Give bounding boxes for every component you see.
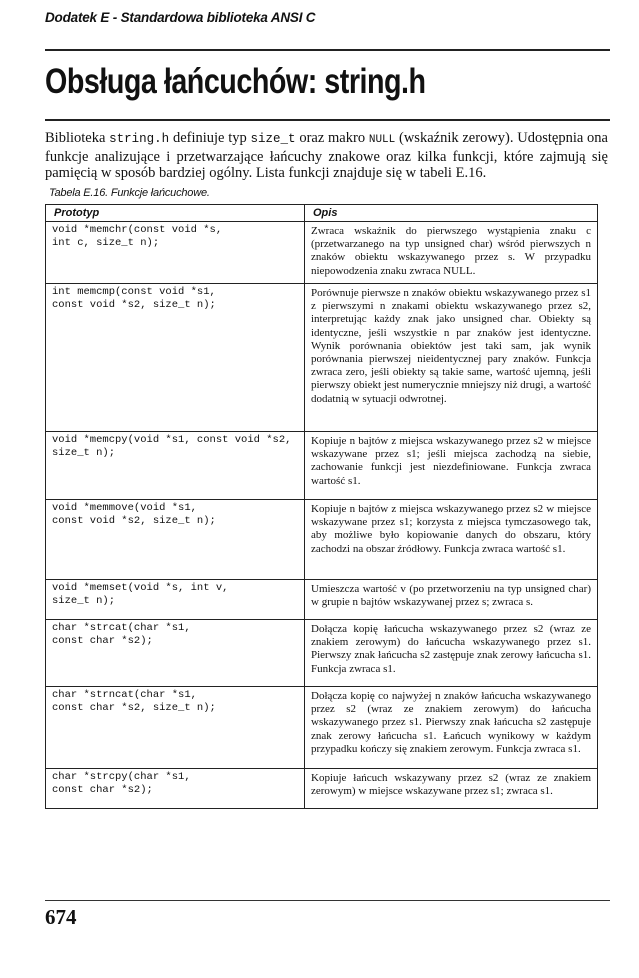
prototype-cell: void *memmove(void *s1, const void *s2, size_t n); <box>46 500 305 580</box>
description-cell: Kopiuje n bajtów z miejsca wskazywanego przez s2 w miejsce wskazywane przez s1; korzysta z miejsca tymczasowego tak, aby możliwe było kopiowanie danych do obszaru, który zachodzi na obszar źródłowy. Funkcja zwraca wartość s1. <box>305 500 598 580</box>
header-prototype: Prototyp <box>46 205 305 222</box>
prototype-cell: char *strncat(char *s1, const char *s2, size_t n); <box>46 687 305 769</box>
description-cell: Dołącza kopię łańcucha wskazywanego przez s2 (wraz ze znakiem zerowym) do łańcucha wskazywanego przez s1. Pierwszy znak łańcucha s2 zastępuje znak zerowy łańcucha s1. Funkcja zwraca s1. <box>305 620 598 687</box>
prototype-cell: void *memcpy(void *s1, const void *s2, size_t n); <box>46 432 305 500</box>
table-row <box>46 500 598 580</box>
intro-code-null: NULL <box>368 134 396 146</box>
description-cell: Kopiuje n bajtów z miejsca wskazywanego przez s2 w miejsce wskazywane przez s1; jeśli miejsca zachodzą na siebie, zachowanie funkcji jest niezdefiniowane. Funkcja zwraca wartość s1. <box>305 432 598 500</box>
page-number: 674 <box>45 905 77 929</box>
prototype-cell: void *memset(void *s, int v, size_t n); <box>46 580 305 620</box>
intro-text-1: Biblioteka <box>45 130 110 146</box>
prototype-cell: int memcmp(const void *s1, const void *s2, size_t n); <box>46 284 305 432</box>
intro-text-3: oraz makro <box>295 130 369 146</box>
table-row <box>46 769 598 809</box>
table-header-row <box>46 205 598 222</box>
description-cell: Dołącza kopię co najwyżej n znaków łańcucha wskazywanego przez s2 (wraz ze znakiem zerowym) do łańcucha wskazywanego przez s1. Pierwszy znak łańcucha s2 zastępuje znak zerowy łańcucha s1. Łańcuch wynikowy w każdym przypadku kończy się znakiem zerowym. Funkcja zwraca s1. <box>305 687 598 769</box>
description-cell: Zwraca wskaźnik do pierwszego wystąpienia znaku c (przetwarzanego na typ unsigned char) wśród pierwszych n znaków obiektu wskazywanego przez s. W przypadku niepowodzenia znaku zwraca NULL. <box>305 222 598 284</box>
footer-rule <box>45 900 610 901</box>
intro-paragraph <box>45 130 608 182</box>
intro-code-size-t: size_t <box>250 132 296 146</box>
description-cell: Kopiuje łańcuch wskazywany przez s2 (wraz ze znakiem zerowym) w miejsce wskazywane przez s1; zwraca s1. <box>305 769 598 809</box>
functions-table <box>45 204 598 809</box>
table-row <box>46 620 598 687</box>
prototype-cell: void *memchr(const void *s, int c, size_t n); <box>46 222 305 284</box>
intro-text-2: definiuje typ <box>169 130 251 146</box>
description-cell: Umieszcza wartość v (po przetworzeniu na typ unsigned char) w grupie n bajtów wskazywanej przez s; zwraca s. <box>305 580 598 620</box>
intro-text-4: (wskaźnik zerowy). Udostępnia ona funkcje analizujące i przetwarzające łańcuchy znakowe oraz kilka funkcji, które zajmują się pamięcią w sposób bardziej ogólny. Lista funkcji znajduje się w tabeli E.16. <box>45 130 608 181</box>
table-row <box>46 284 598 432</box>
prototype-cell: char *strcpy(char *s1, const char *s2); <box>46 769 305 809</box>
section-title: Obsługa łańcuchów: string.h <box>45 62 426 101</box>
table-row <box>46 687 598 769</box>
table-caption: Tabela E.16. Funkcje łańcuchowe. <box>49 187 210 199</box>
header-rule <box>45 49 610 51</box>
header-description: Opis <box>305 205 598 222</box>
description-cell: Porównuje pierwsze n znaków obiektu wskazywanego przez s1 z pierwszymi n znakami obiektu wskazywanego przez s2, interpretując każdy znak jako unsigned char. Obiekty są identyczne, jeśli wszystkie n par znaków jest identyczne. Wynik porównania obiektów jest taki sam, jak wynik porównania pierwszej nieidentycznej pary znaków. Funkcja zwraca zero, jeśli obiekty są takie same, wartość ujemną, jeśli pierwszy obiekt jest numerycznie mniejszy niż drugi, a wartość dodatnią w sytuacji odwrotnej. <box>305 284 598 432</box>
running-head: Dodatek E - Standardowa biblioteka ANSI C <box>45 10 316 25</box>
table-row <box>46 432 598 500</box>
title-rule <box>45 119 610 121</box>
table-row <box>46 580 598 620</box>
table-row <box>46 222 598 284</box>
intro-code-string-h: string.h <box>109 132 170 146</box>
prototype-cell: char *strcat(char *s1, const char *s2); <box>46 620 305 687</box>
